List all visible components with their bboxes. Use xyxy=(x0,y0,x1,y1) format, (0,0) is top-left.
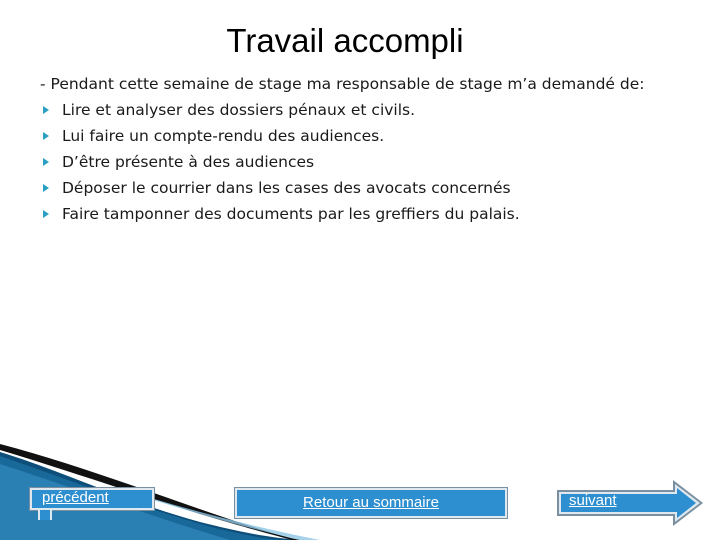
triangle-right-icon xyxy=(43,132,49,140)
previous-button[interactable] xyxy=(30,488,154,510)
list-item xyxy=(40,152,690,172)
list-item xyxy=(40,204,690,224)
next-button-label: suivant xyxy=(569,492,617,509)
triangle-right-icon xyxy=(43,184,49,192)
triangle-right-icon xyxy=(43,158,49,166)
previous-button-label: précédent xyxy=(42,489,109,506)
home-button[interactable] xyxy=(235,488,507,518)
previous-button-tail xyxy=(38,510,52,520)
triangle-right-icon xyxy=(43,210,49,218)
intro-text: - Pendant cette semaine de stage ma responsable de stage m’a demandé de: xyxy=(40,75,645,93)
slide-content xyxy=(40,74,690,230)
list-item-text: D’être présente à des audiences xyxy=(62,153,315,171)
list-item-text: Lire et analyser des dossiers pénaux et civils. xyxy=(62,101,416,119)
slide-title: Travail accompli xyxy=(226,22,464,59)
list-item xyxy=(40,100,690,120)
triangle-right-icon xyxy=(43,106,49,114)
list-item xyxy=(40,178,690,198)
list-item xyxy=(40,126,690,146)
list-item-text: Faire tamponner des documents par les greffiers du palais. xyxy=(62,205,520,223)
next-button[interactable] xyxy=(555,478,705,528)
list-item-text: Déposer le courrier dans les cases des avocats concernés xyxy=(62,179,511,197)
home-button-label: Retour au sommaire xyxy=(303,494,439,511)
list-item-text: Lui faire un compte-rendu des audiences. xyxy=(62,127,385,145)
